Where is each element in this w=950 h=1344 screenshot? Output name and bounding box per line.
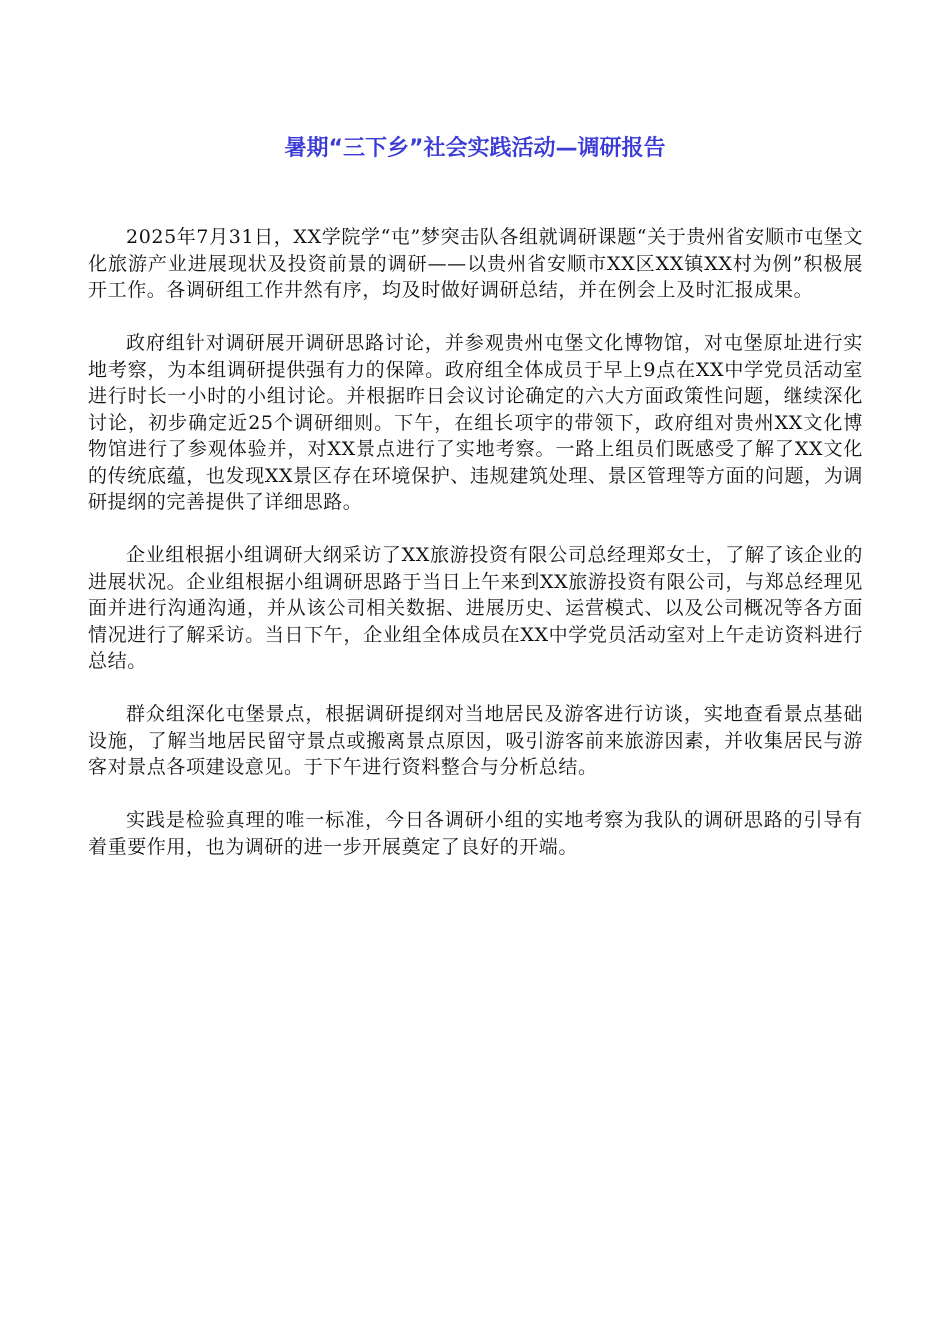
document-body [88,224,863,887]
paragraph-enterprise-group: 企业组根据小组调研大纲采访了XX旅游投资有限公司总经理郑女士，了解了该企业的进展状况。企业组根据小组调研思路于当日上午来到XX旅游投资有限公司，与郑总经理见面并进行沟通沟通，并从该公司相关数据、进展历史、运营模式、以及公司概况等各方面情况进行了解采访。当日下午，企业组全体成员在XX中学党员活动室对上午走访资料进行总结。 [88,544,863,672]
paragraph-public-group: 群众组深化屯堡景点，根据调研提纲对当地居民及游客进行访谈，实地查看景点基础设施，了解当地居民留守景点或搬离景点原因，吸引游客前来旅游因素，并收集居民与游客对景点各项建设意见。于下午进行资料整合与分析总结。 [88,703,863,778]
paragraph-government-group: 政府组针对调研展开调研思路讨论，并参观贵州屯堡文化博物馆，对屯堡原址进行实地考察，为本组调研提供强有力的保障。政府组全体成员于早上9点在XX中学党员活动室进行时长一小时的小组讨论。并根据昨日会议讨论确定的六大方面政策性问题，继续深化讨论，初步确定近25个调研细则。下午，在组长项宇的带领下，政府组对贵州XX文化博物馆进行了参观体验并，对XX景点进行了实地考察。一路上组员们既感受了解了XX文化的传统底蕴，也发现XX景区存在环境保护、违规建筑处理、景区管理等方面的问题，为调研提纲的完善提供了详细思路。 [88,332,863,513]
paragraph-conclusion: 实践是检验真理的唯一标准，今日各调研小组的实地考察为我队的调研思路的引导有着重要作用，也为调研的进一步开展奠定了良好的开端。 [88,809,863,858]
paragraph-intro: 2025年7月31日，XX学院学“屯”梦突击队各组就调研课题“关于贵州省安顺市屯堡文化旅游产业进展现状及投资前景的调研——以贵州省安顺市XX区XX镇XX村为例”积极展开工作。各调研组工作井然有序，均及时做好调研总结，并在例会上及时汇报成果。 [88,226,863,301]
document-title: 暑期“三下乡”社会实践活动—调研报告 [284,136,666,161]
